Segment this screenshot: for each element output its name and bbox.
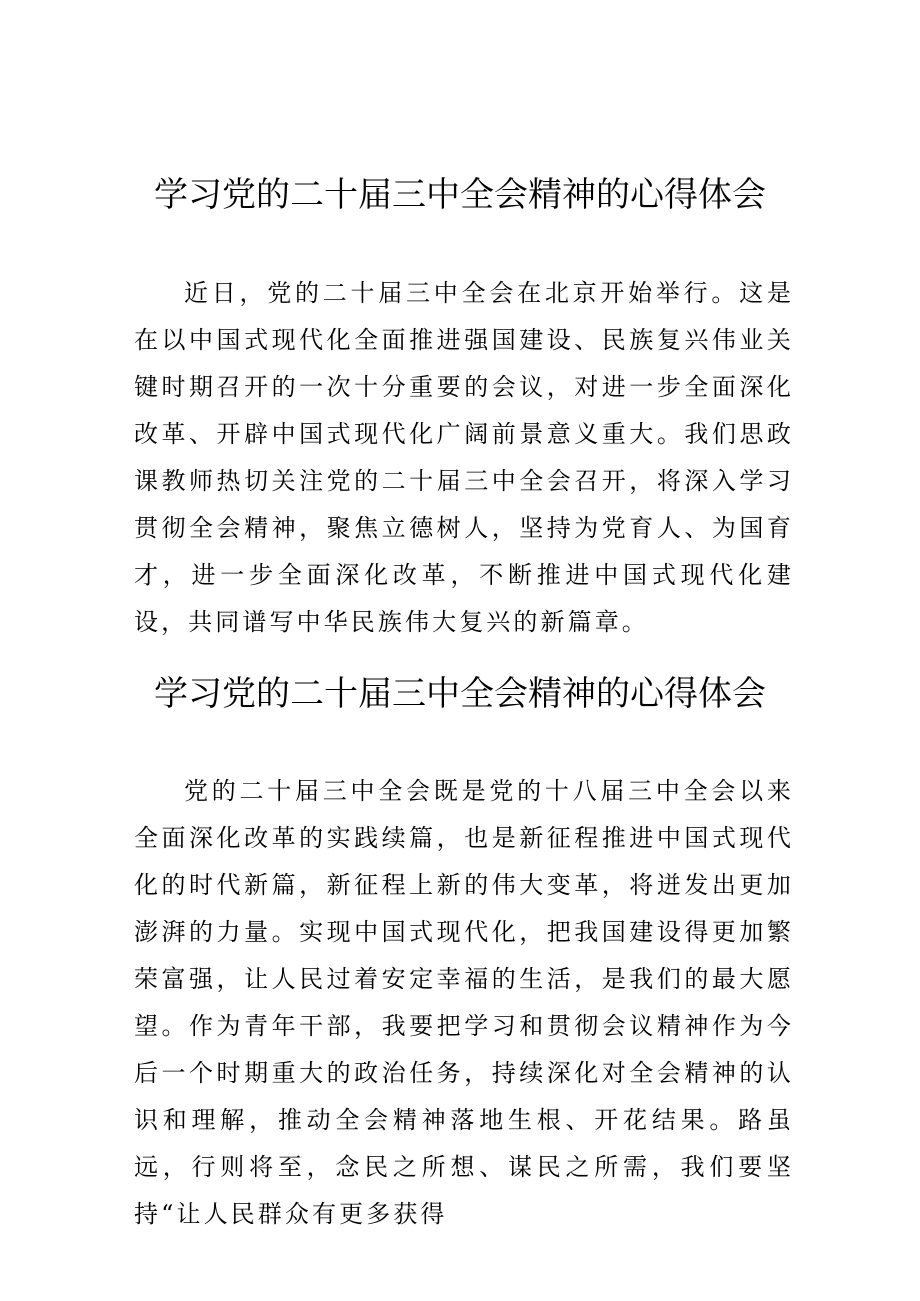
article-paragraph: 近日，党的二十届三中全会在北京开始举行。这是在以中国式现代化全面推进强国建设、民族复兴伟业关键时期召开的一次十分重要的会议，对进一步全面深化改革、开辟中国式现代化广阔前景意义重大。我们思政课教师热切关注党的二十届三中全会召开，将深入学习贯彻全会精神，聚焦立德树人，坚持为党育人、为国育才，进一步全面深化改革，不断推进中国式现代化建设，共同谱写中华民族伟大复兴的新篇章。 (134, 279, 794, 636)
article-section-2 (0, 674, 920, 1228)
article-title: 学习党的二十届三中全会精神的心得体会 (154, 674, 766, 714)
article-title: 学习党的二十届三中全会精神的心得体会 (154, 175, 766, 215)
article-paragraph: 党的二十届三中全会既是党的十八届三中全会以来全面深化改革的实践续篇，也是新征程推进中国式现代化的时代新篇，新征程上新的伟大变革，将迸发出更加澎湃的力量。实现中国式现代化，把我国建设得更加繁荣富强，让人民过着安定幸福的生活，是我们的最大愿望。作为青年干部，我要把学习和贯彻会议精神作为今后一个时期重大的政治任务，持续深化对全会精神的认识和理解，推动全会精神落地生根、开花结果。路虽远，行则将至，念民之所想、谋民之所需，我们要坚持“让人民群众有更多获得 (134, 777, 794, 1228)
article-section-1 (0, 175, 920, 636)
